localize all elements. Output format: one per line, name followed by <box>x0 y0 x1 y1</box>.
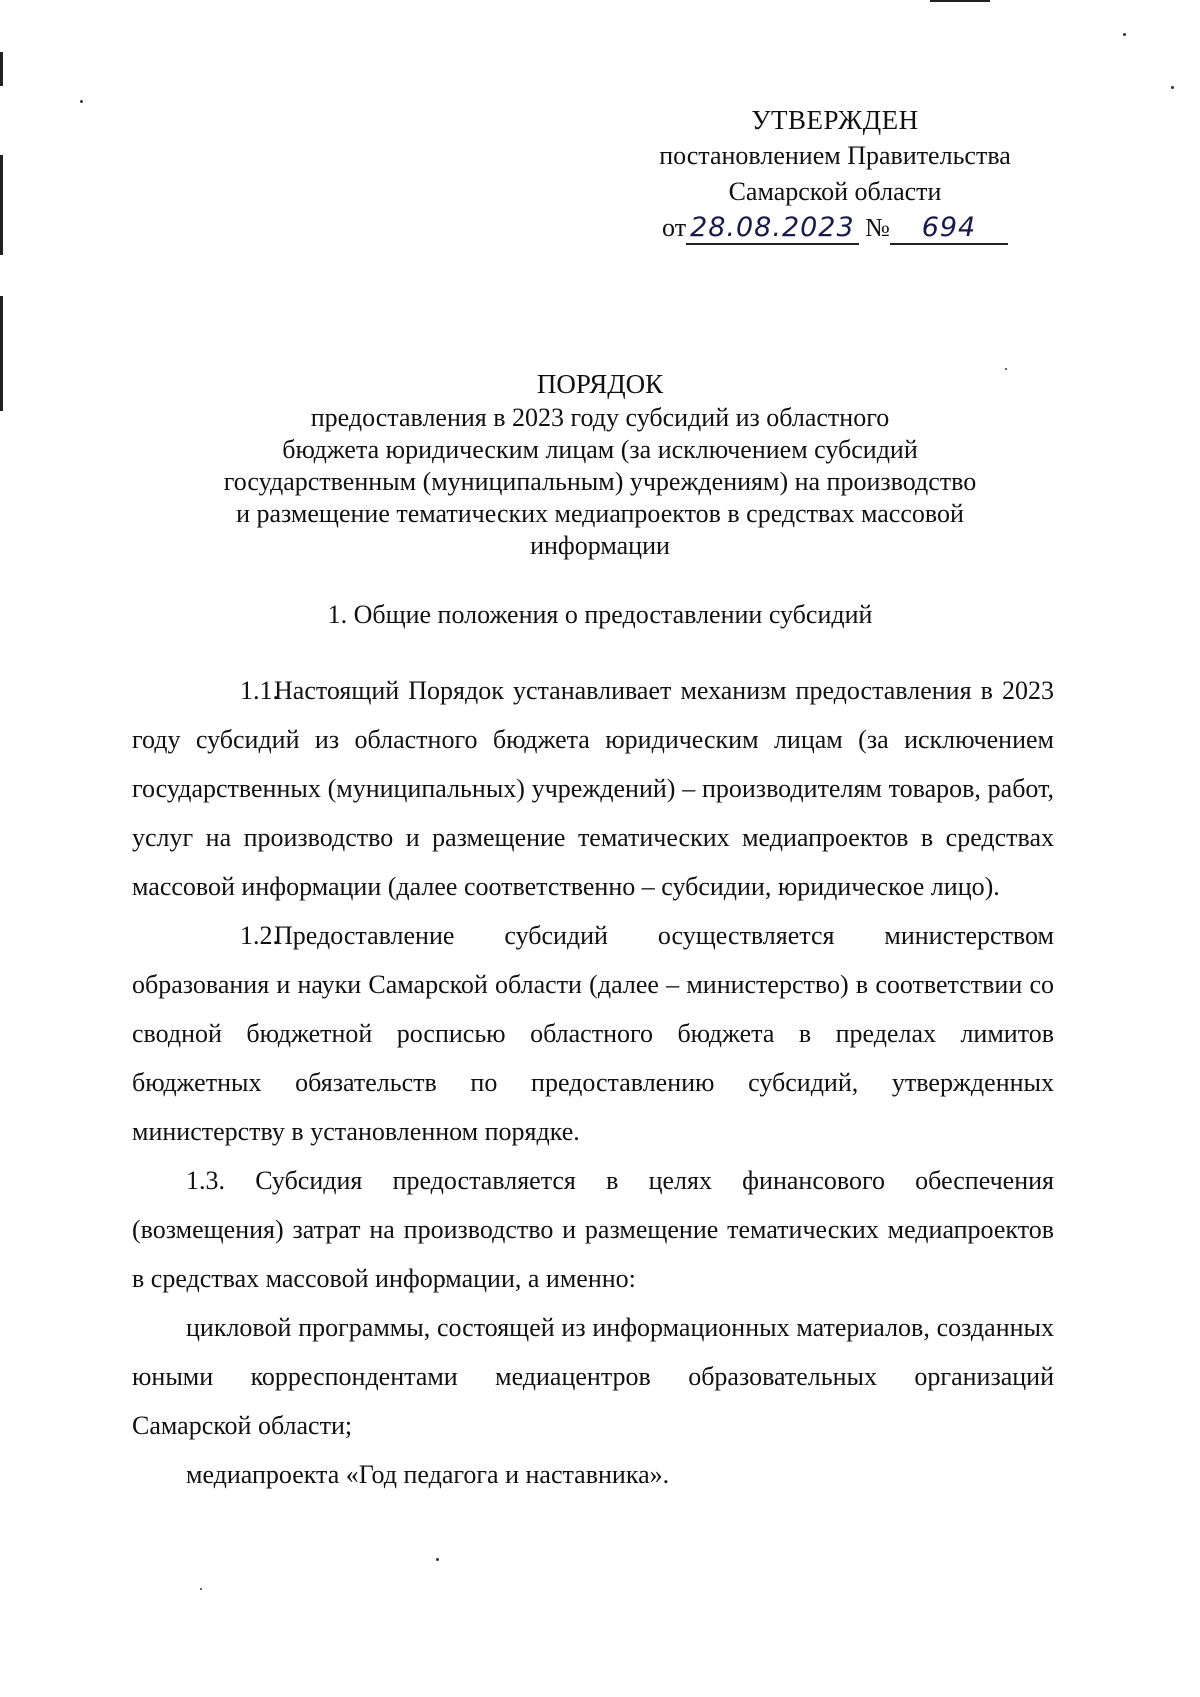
title-line: бюджета юридическим лицам (за исключением субсидий <box>282 435 918 464</box>
clause-text: Предоставление субсидий осуществляется министерством образования и науки Самарской области (далее – министерство) в соответствии со сводной бюджетной росписью областного бюджета в пределах лимитов бюджетных обязательств по предоставлению субсидий, утвержденных министерству в установленном порядке. <box>132 921 1054 1146</box>
approval-line-2: Самарской области <box>728 177 942 206</box>
title-line: и размещение тематических медиапроектов в средствах массовой <box>236 499 964 528</box>
handwritten-date: 28.08.2023 <box>686 213 859 245</box>
list-paragraph: медиапроекта «Год педагога и наставника». <box>186 1460 670 1489</box>
scan-top-mark <box>930 0 990 2</box>
number-label: № <box>865 213 890 242</box>
scan-edge-mark <box>0 296 3 411</box>
clause-paragraph <box>132 1156 1054 1303</box>
approval-line-1: постановлением Правительства <box>659 141 1011 170</box>
clause-text: Настоящий Порядок устанавливает механизм предоставления в 2023 году субсидий из областного бюджета юридическим лицам (за исключением государственных (муниципальных) учреждений) – производителям товаров, работ, услуг на производство и размещение тематических медиапроектов в средствах массовой информации (далее соответственно – субсидии, юридическое лицо). <box>132 676 1054 901</box>
scan-speck <box>80 100 83 103</box>
clause-paragraph <box>132 911 1054 1156</box>
scan-edge-mark <box>0 155 3 255</box>
scan-edge-mark <box>0 52 3 86</box>
scan-speck <box>436 1558 439 1561</box>
document-title <box>150 368 1050 562</box>
title-heading: ПОРЯДОК <box>536 369 664 399</box>
title-line: информации <box>530 531 670 560</box>
date-prefix: от <box>662 213 687 242</box>
approval-block <box>600 102 1070 246</box>
list-paragraph: цикловой программы, состоящей из информационных материалов, созданных юными корреспондентами медиацентров образовательных организаций Самарской области; <box>132 1313 1054 1440</box>
handwritten-number: 694 <box>890 213 1008 245</box>
clause-number: 1.3. <box>186 1166 225 1195</box>
document-body <box>132 666 1054 1499</box>
clause-text: Субсидия предоставляется в целях финансового обеспечения (возмещения) затрат на производство и размещение тематических медиапроектов в средствах массовой информации, а именно: <box>132 1166 1055 1293</box>
title-line: предоставления в 2023 году субсидий из областного <box>310 403 890 432</box>
clause-number: 1.1. <box>240 676 279 705</box>
clause-number: 1.2. <box>240 921 279 950</box>
title-line: государственным (муниципальным) учреждениям) на производство <box>223 467 977 496</box>
scan-speck <box>1123 33 1126 36</box>
scan-speck <box>200 1588 202 1590</box>
clause-paragraph <box>132 666 1054 911</box>
section-heading: 1. Общие положения о предоставлении субсидий <box>327 600 873 629</box>
approval-date-line <box>662 210 1008 246</box>
scan-speck <box>1171 86 1174 89</box>
approved-label: УТВЕРЖДЕН <box>751 105 919 135</box>
